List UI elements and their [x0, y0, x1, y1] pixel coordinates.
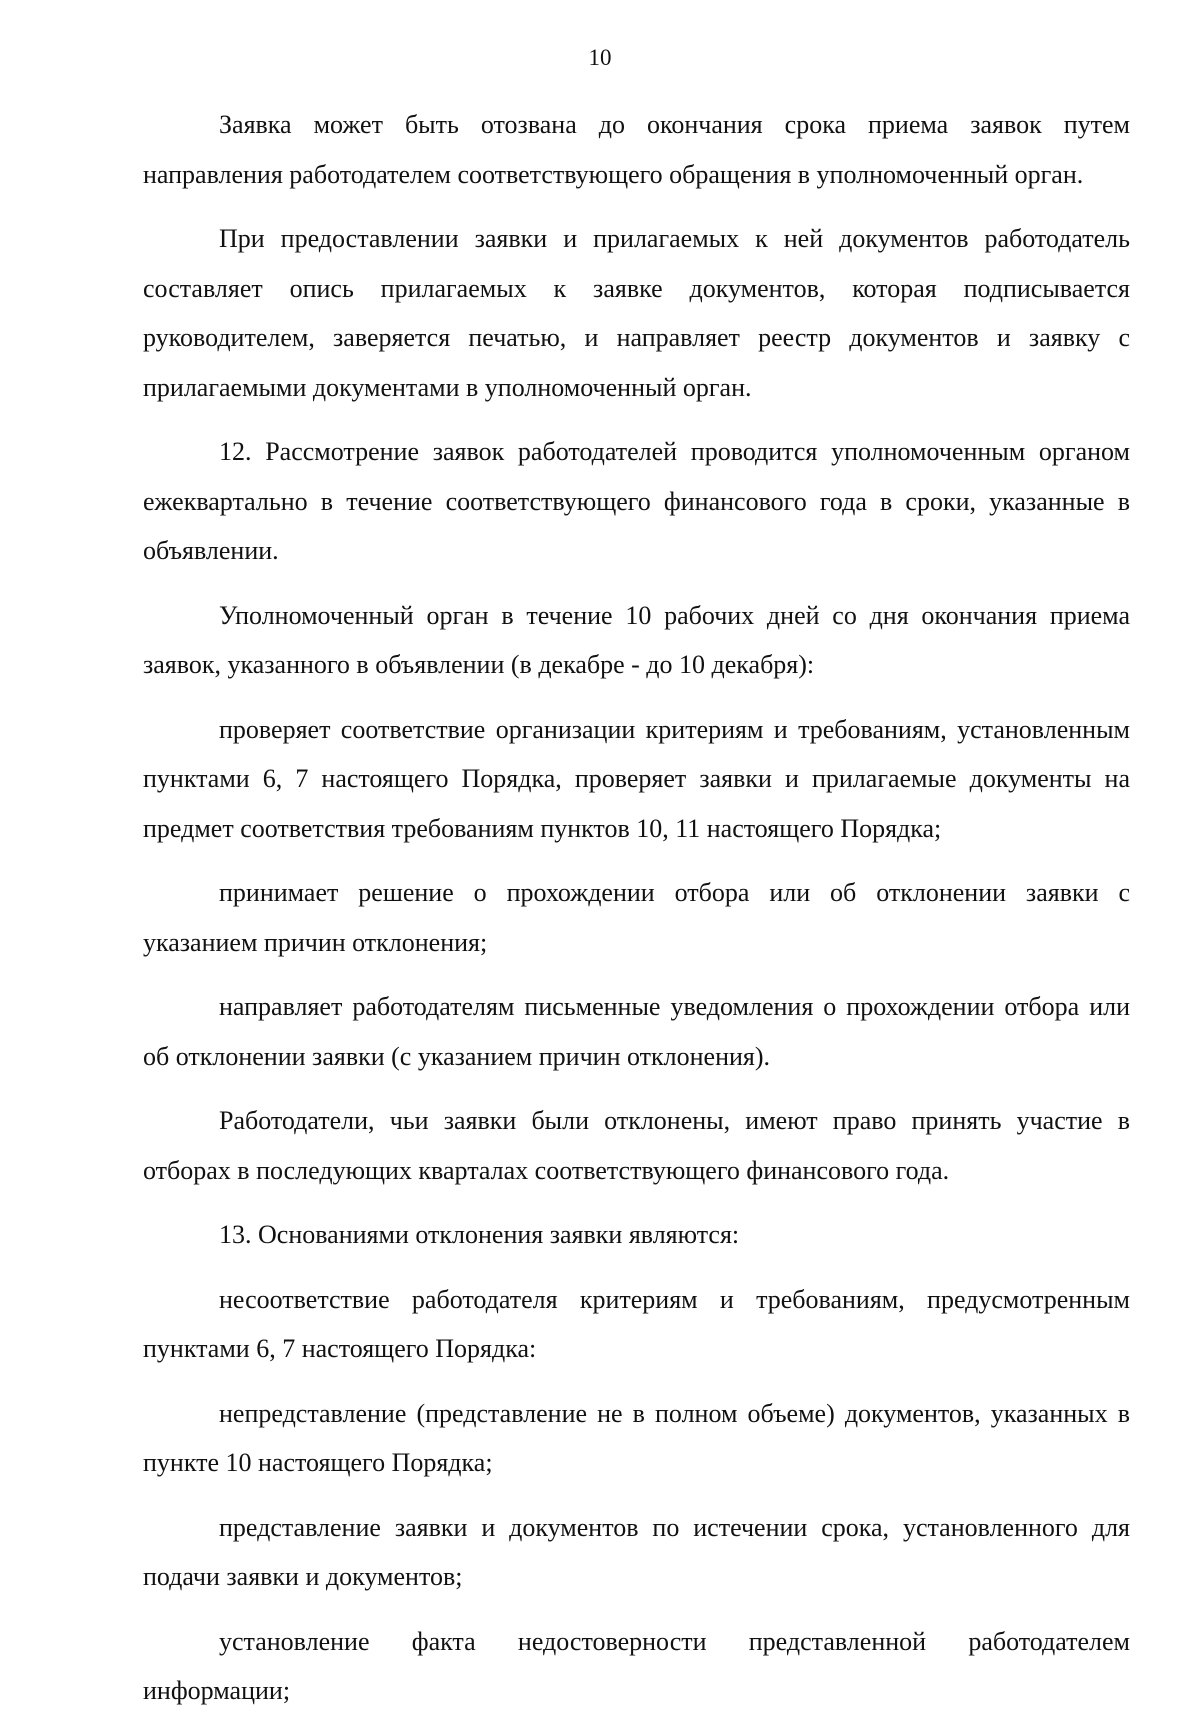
paragraph-rejected-employers: Работодатели, чьи заявки были отклонены, имеют право принять участие в отборах в последующих кварталах соответствующего финансового года. — [143, 1106, 1130, 1185]
paragraph-review-period: Уполномоченный орган в течение 10 рабочих дней со дня окончания приема заявок, указанного в объявлении (в декабре - до 10 декабря): — [143, 600, 1130, 679]
paragraph-reason-late-submission: представление заявки и документов по истечении срока, установленного для подачи заявки и документов; — [143, 1512, 1130, 1591]
paragraph-reason-missing-documents: непредставление (представление не в полном объеме) документов, указанных в пункте 10 настоящего Порядка; — [143, 1398, 1130, 1477]
paragraph-item-12: 12. Рассмотрение заявок работодателей проводится уполномоченным органом ежеквартально в течение соответствующего финансового года в сроки, указанные в объявлении. — [143, 437, 1130, 565]
paragraph-reason-noncompliance: несоответствие работодателя критериям и требованиям, предусмотренным пунктами 6, 7 настоящего Порядка: — [143, 1284, 1130, 1363]
paragraph-application-withdrawal: Заявка может быть отозвана до окончания срока приема заявок путем направления работодателем соответствующего обращения в уполномоченный орган. — [143, 110, 1130, 189]
document-body — [143, 100, 1130, 1716]
page-number: 10 — [588, 45, 612, 70]
paragraph-document-inventory: При предоставлении заявки и прилагаемых к ней документов работодатель составляет опись прилагаемых к заявке документов, которая подписывается руководителем, заверяется печатью, и направляет реестр документов и заявку с прилагаемыми документами в уполномоченный орган. — [143, 224, 1130, 402]
paragraph-makes-decision: принимает решение о прохождении отбора или об отклонении заявки с указанием причин отклонения; — [143, 878, 1130, 957]
paragraph-checks-compliance: проверяет соответствие организации критериям и требованиям, установленным пунктами 6, 7 настоящего Порядка, проверяет заявки и прилагаемые документы на предмет соответствия требованиям пунктов 10, 11 настоящего Порядка; — [143, 714, 1130, 843]
paragraph-reason-false-information: установление факта недостоверности представленной работодателем информации; — [143, 1626, 1130, 1705]
paragraph-sends-notifications: направляет работодателям письменные уведомления о прохождении отбора или об отклонении заявки (с указанием причин отклонения). — [143, 992, 1130, 1071]
paragraph-item-13: 13. Основаниями отклонения заявки являются: — [219, 1220, 740, 1249]
